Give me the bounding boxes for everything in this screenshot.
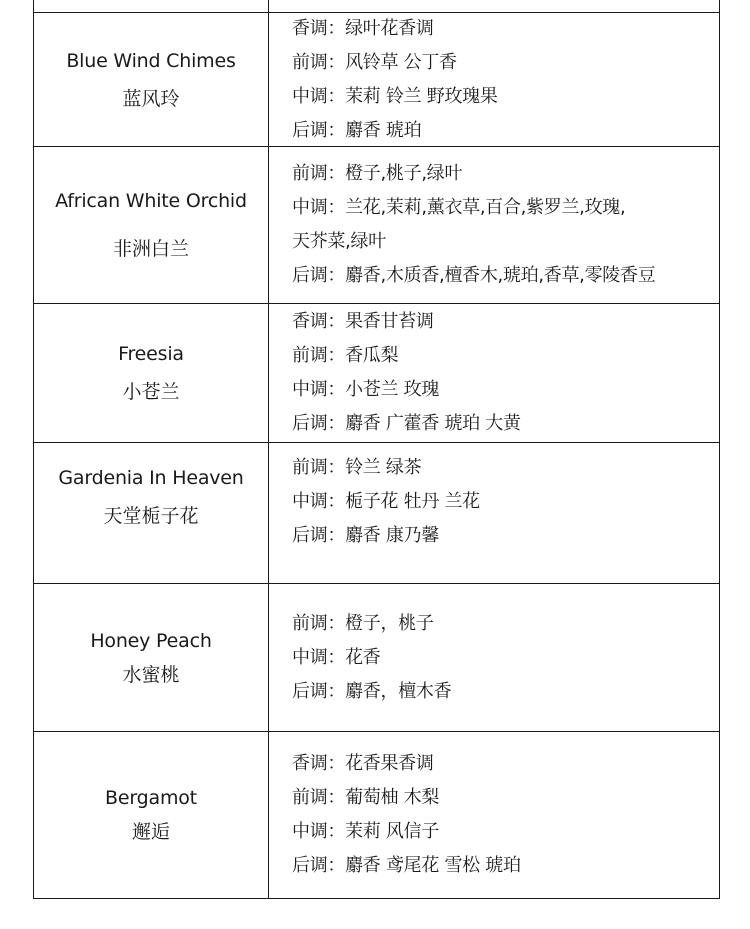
- table-row: [34, 303, 719, 442]
- note-line: 后调：麝香,木质香,檀香木,琥珀,香草,零陵香豆: [292, 265, 656, 286]
- note-line: 前调：葡萄柚 木梨: [292, 787, 440, 808]
- perfume-notes-cell: [269, 584, 719, 731]
- perfume-name-cn: 邂逅: [131, 821, 170, 843]
- table-row: [34, 442, 719, 583]
- table-row: [34, 0, 719, 12]
- perfume-notes-cell: [269, 147, 719, 303]
- perfume-notes-cell: [269, 0, 719, 12]
- perfume-name-en: Gardenia In Heaven: [58, 467, 244, 489]
- perfume-name-cell: [34, 584, 269, 731]
- note-line: 中调：花香: [292, 646, 381, 668]
- perfume-name-cell: [34, 732, 269, 898]
- table-row: [34, 731, 719, 898]
- fragrance-notes-table: [33, 0, 720, 899]
- perfume-name-en: Freesia: [118, 343, 184, 365]
- perfume-name-cn: 水蜜桃: [122, 663, 180, 686]
- note-line: 后调：麝香，檀木香: [292, 680, 452, 702]
- perfume-notes-cell: [269, 304, 719, 442]
- perfume-name-en: Honey Peach: [90, 629, 212, 652]
- note-line: 中调：兰花,茉莉,薰衣草,百合,紫罗兰,玫瑰,: [292, 197, 626, 218]
- perfume-notes-cell: [269, 443, 719, 583]
- note-line: 中调：栀子花 牡丹 兰花: [292, 491, 480, 512]
- table-row: [34, 12, 719, 146]
- note-line: 前调：铃兰 绿茶: [292, 457, 422, 478]
- note-line: 中调：小苍兰 玫瑰: [292, 379, 440, 400]
- perfume-name-cell: [34, 443, 269, 583]
- perfume-name-en: Bergamot: [105, 787, 197, 809]
- perfume-name-cn: 非洲白兰: [112, 238, 189, 260]
- note-line: 香调：果香甘苔调: [292, 311, 434, 332]
- perfume-name-cell: [34, 0, 269, 12]
- perfume-name-cn: 天堂栀子花: [103, 505, 199, 527]
- table-row: [34, 146, 719, 303]
- note-line: 后调：麝香 琥珀: [292, 119, 422, 141]
- perfume-name-cell: [34, 13, 269, 146]
- table-row: [34, 583, 719, 731]
- perfume-name-cn: 小苍兰: [122, 381, 180, 403]
- note-line: 中调：茉莉 铃兰 野玫瑰果: [292, 85, 498, 107]
- note-line: 后调：麝香 鸢尾花 雪松 琥珀: [292, 855, 521, 876]
- perfume-name-cell: [34, 147, 269, 303]
- perfume-name-cn: 蓝风玲: [122, 87, 180, 110]
- perfume-notes-cell: [269, 732, 719, 898]
- note-line: 香调：花香果香调: [292, 753, 434, 774]
- perfume-notes-cell: [269, 13, 719, 146]
- perfume-name-en: Blue Wind Chimes: [66, 49, 236, 72]
- note-line: 前调：橙子,桃子,绿叶: [292, 163, 463, 184]
- perfume-name-en: African White Orchid: [55, 190, 247, 212]
- perfume-name-cell: [34, 304, 269, 442]
- note-line: 香调：绿叶花香调: [292, 17, 434, 39]
- note-line: 前调：香瓜梨: [292, 345, 399, 366]
- note-line: 中调：茉莉 风信子: [292, 821, 440, 842]
- note-line: 后调：麝香 广藿香 琥珀 大黄: [292, 413, 521, 434]
- note-line: 前调：风铃草 公丁香: [292, 51, 457, 73]
- note-line: 天芥菜,绿叶: [292, 231, 386, 252]
- note-line: 后调：麝香 康乃馨: [292, 525, 440, 546]
- note-line: 前调：橙子，桃子: [292, 612, 434, 634]
